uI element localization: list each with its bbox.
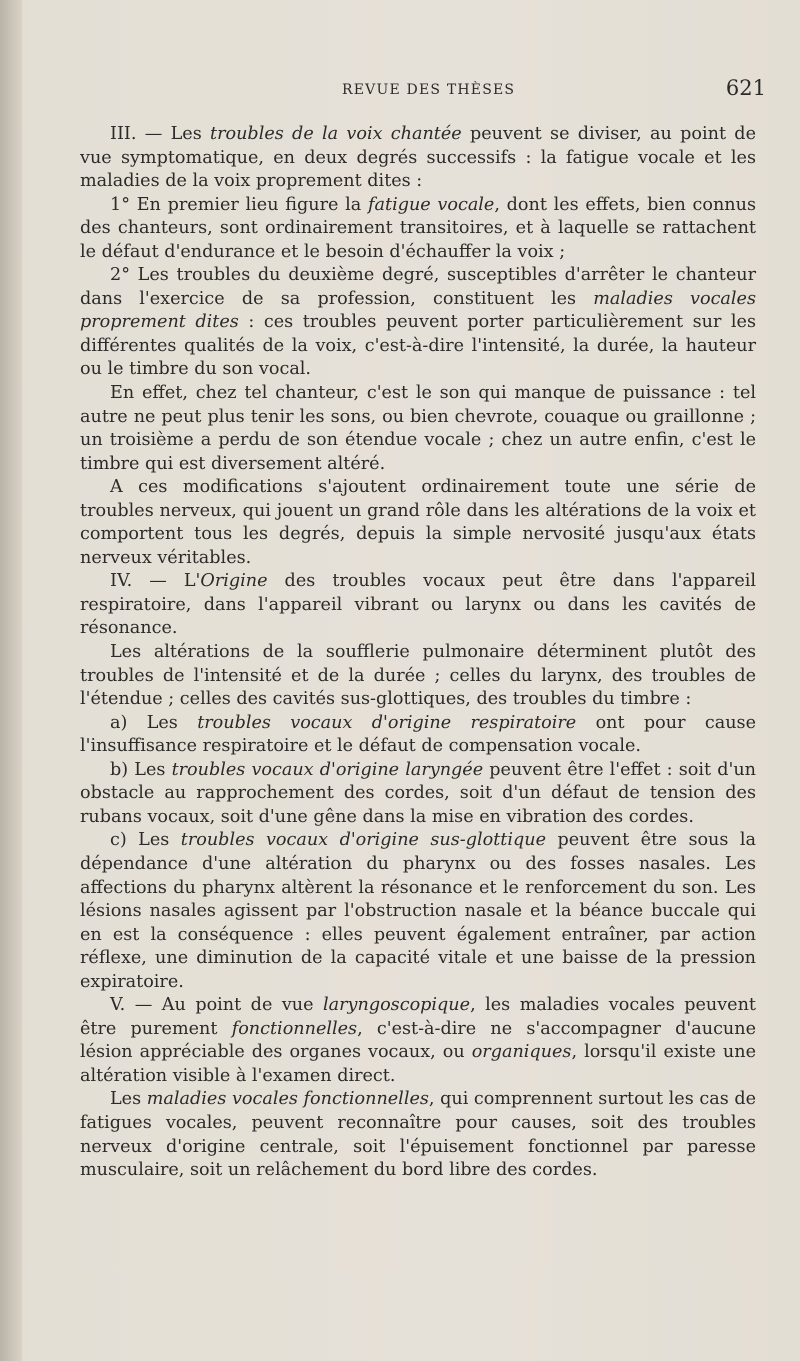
text-run: 1° En premier lieu figure la xyxy=(110,194,368,215)
text-run: ont pour cause l'insuffisance respiratoire et le défaut de compensation vocale. xyxy=(80,712,756,757)
page-gutter-shadow xyxy=(0,0,22,1361)
text-run: 2° Les troubles du deuxième degré, susceptibles d'arrêter le chanteur dans l'exercice de sa profession, constituent les xyxy=(80,265,756,309)
paragraph xyxy=(80,123,756,194)
text-run: , dont les effets, bien connus des chanteurs, sont ordinairement transitoires, et à laquelle se rattachent le défaut d'endurance et le besoin d'échauffer la voix ; xyxy=(80,194,756,262)
italic-text: fonctionnelles xyxy=(231,1018,358,1039)
italic-text: organiques xyxy=(471,1042,572,1063)
paragraph xyxy=(80,994,756,1088)
italic-text: maladies vocales proprement dites xyxy=(80,288,756,333)
text-run: c) Les xyxy=(110,830,181,851)
page-number: 621 xyxy=(725,76,766,100)
paragraph xyxy=(80,759,756,830)
text-run: , les maladies vocales peuvent être purement xyxy=(80,995,756,1039)
paragraph xyxy=(80,382,756,476)
text-run: peuvent être sous la dépendance d'une altération du pharynx ou des fosses nasales. Les affections du pharynx altèrent la résonance et le renforcement du son. Les lésions nasales agissent par l'obstruction nasale et la béance buccale qui en est la conséquence : elles peuvent également entraîner, par action réflexe, une diminution de la capacité vitale et une baisse de la pression expiratoire. xyxy=(80,830,757,992)
paragraph xyxy=(80,194,756,265)
italic-text: Origine xyxy=(200,571,268,592)
text-run: a) Les xyxy=(110,712,198,733)
text-run: A ces modifications s'ajoutent ordinairement toute une série de troubles nerveux, qui jouent un grand rôle dans les altérations de la voix et comportent tous les degrés, depuis la simple nervosité jusqu'aux états nerveux véritables. xyxy=(80,477,756,568)
text-run: : ces troubles peuvent porter particulièrement sur les différentes qualités de la voix, c'est-à-dire l'intensité, la durée, la hauteur ou le timbre du son vocal. xyxy=(80,312,756,380)
text-run: b) Les xyxy=(110,759,172,780)
text-run: En effet, chez tel chanteur, c'est le son qui manque de puissance : tel autre ne peut plus tenir les sons, ou bien chevrote, couaque ou graillonne ; un troisième a perdu de son étendue vocale ; chez un autre enfin, c'est le timbre qui est diversement altéré. xyxy=(80,383,756,474)
italic-text: troubles de la voix chantée xyxy=(210,124,462,144)
italic-text: laryngoscopique xyxy=(323,995,471,1016)
italic-text: troubles vocaux d'origine sus-glottique xyxy=(180,830,546,851)
page-header xyxy=(80,76,766,106)
running-head: REVUE DES THÈSES xyxy=(342,82,516,98)
paragraph xyxy=(80,264,756,382)
text-run: , qui comprennent surtout les cas de fatigues vocales, peuvent reconnaître pour causes, soit des troubles nerveux d'origine centrale, soit l'épuisement fonctionnel par paresse musculaire, soit un relâchement du bord libre des cordes. xyxy=(80,1089,757,1181)
paragraph xyxy=(80,1088,756,1182)
italic-text: maladies vocales fonctionnelles xyxy=(146,1089,429,1110)
paragraph xyxy=(80,570,756,641)
italic-text: troubles vocaux d'origine respiratoire xyxy=(197,712,577,733)
text-run: , lorsqu'il existe une altération visible à l'examen direct. xyxy=(80,1042,757,1086)
body-text xyxy=(80,123,756,1183)
text-run: peuvent se diviser, au point de vue symptomatique, en deux degrés successifs : la fatigue vocale et les maladies de la voix proprement dites : xyxy=(80,124,756,192)
italic-text: fatigue vocale xyxy=(368,194,495,215)
italic-text: troubles vocaux d'origine laryngée xyxy=(171,759,484,780)
text-run: Les xyxy=(110,1089,147,1110)
text-run: des troubles vocaux peut être dans l'appareil respiratoire, dans l'appareil vibrant ou larynx ou dans les cavités de résonance. xyxy=(80,571,756,639)
paragraph xyxy=(80,829,756,994)
text-run: IV. — L' xyxy=(110,571,201,592)
paragraph xyxy=(80,641,756,712)
text-run: Les altérations de la soufflerie pulmonaire déterminent plutôt des troubles de l'intensité et de la durée ; celles du larynx, des troubles de l'étendue ; celles des cavités sus-glottiques, des troubles du timbre : xyxy=(80,642,756,710)
paragraph xyxy=(80,476,756,570)
text-run: V. — Au point de vue xyxy=(110,995,324,1016)
text-run: , c'est-à-dire ne s'accompagner d'aucune lésion appréciable des organes vocaux, ou xyxy=(80,1018,756,1063)
paragraph xyxy=(80,712,756,759)
text-run: peuvent être l'effet : soit d'un obstacle au rapprochement des cordes, soit d'un défaut de tension des rubans vocaux, soit d'une gêne dans la mise en vibration des cordes. xyxy=(80,759,756,827)
text-run: III. — Les xyxy=(110,124,211,144)
